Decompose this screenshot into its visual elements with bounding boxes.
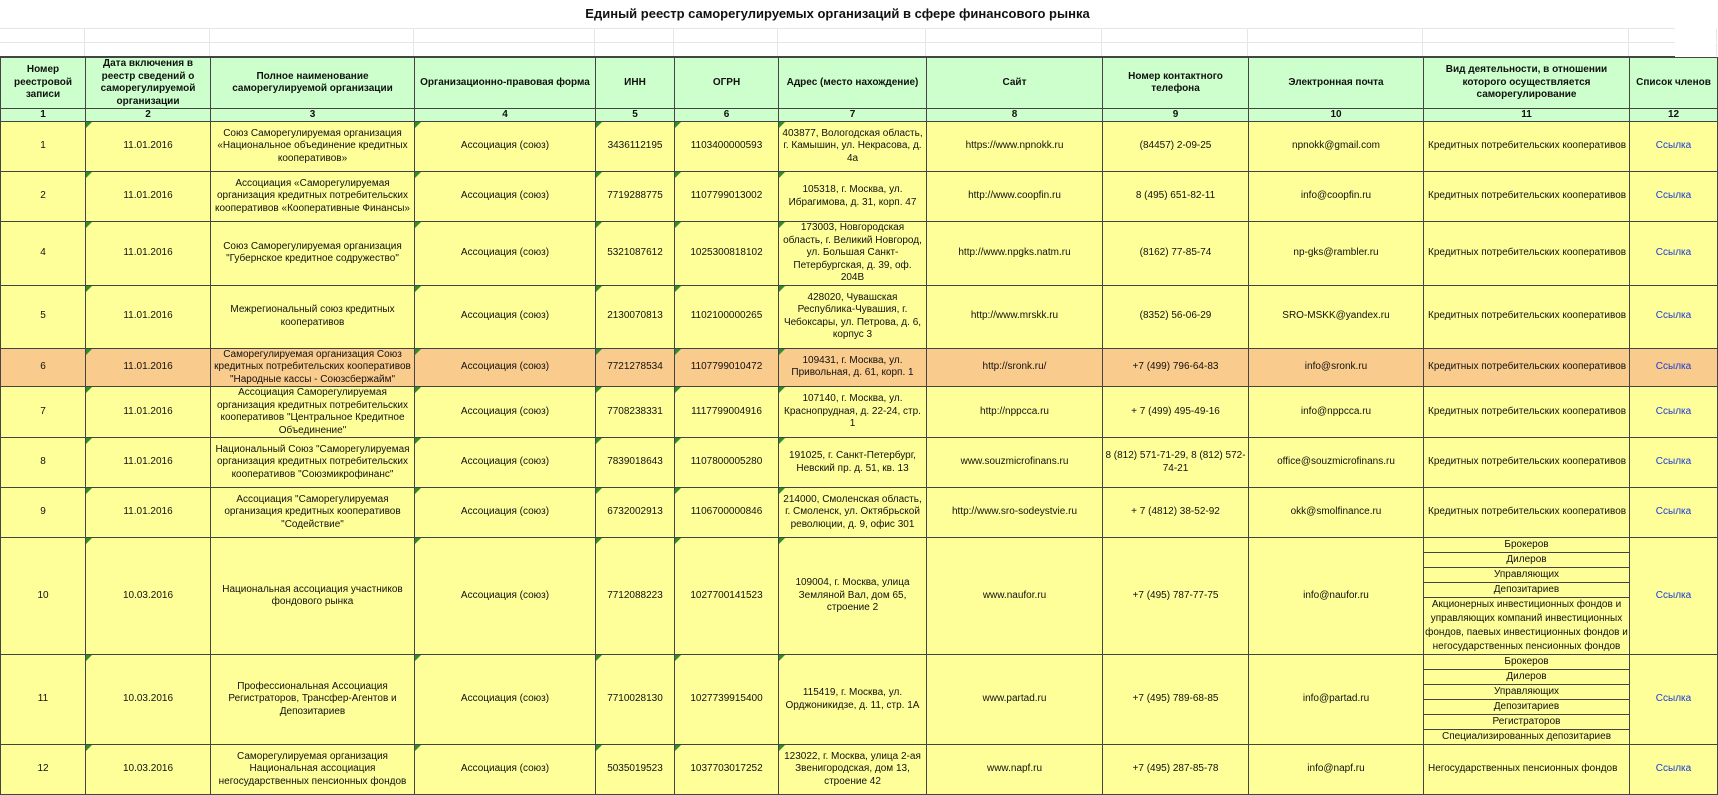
email-cell[interactable]: info@coopfin.ru <box>1249 172 1424 222</box>
legal-form[interactable]: Ассоциация (союз) <box>415 438 596 488</box>
email-cell[interactable]: SRO-MSKK@yandex.ru <box>1249 285 1424 348</box>
record-number[interactable]: 7 <box>1 387 86 438</box>
email-cell[interactable]: office@souzmicrofinans.ru <box>1249 438 1424 488</box>
ogrn-cell[interactable]: 1106700000846 <box>675 488 779 538</box>
phone-cell[interactable]: +7 (499) 796-64-83 <box>1103 348 1249 387</box>
activity-item: Дилеров <box>1424 670 1629 685</box>
members-list-link[interactable]: Ссылка <box>1655 589 1692 601</box>
legal-form[interactable]: Ассоциация (союз) <box>415 222 596 286</box>
email-cell[interactable]: info@nppcca.ru <box>1249 387 1424 438</box>
column-number[interactable]: 11 <box>1424 109 1630 122</box>
table-row <box>1 387 1718 438</box>
column-number[interactable]: 12 <box>1630 109 1718 122</box>
activity-cell[interactable]: Кредитных потребительских кооперативов <box>1424 172 1630 222</box>
table-row <box>1 222 1718 286</box>
ogrn-cell[interactable]: 1103400000593 <box>675 122 779 172</box>
address-cell[interactable]: 109431, г. Москва, ул. Привольная, д. 61, корп. 1 <box>779 348 927 387</box>
legal-form[interactable]: Ассоциация (союз) <box>415 387 596 438</box>
header-cell[interactable]: Полное наименование саморегулируемой организации <box>211 58 415 109</box>
members-list-link[interactable]: Ссылка <box>1655 763 1692 775</box>
address-cell[interactable]: 115419, г. Москва, ул. Орджоникидзе, д. 11, стр. 1А <box>779 655 927 745</box>
phone-cell[interactable]: +7 (495) 789-68-85 <box>1103 655 1249 745</box>
address-cell[interactable]: 173003, Новгородская область, г. Великий Новгород, ул. Большая Санкт-Петербургская, д. 39, оф. 204В <box>779 222 927 286</box>
members-list-cell <box>1630 172 1718 222</box>
record-number[interactable]: 8 <box>1 438 86 488</box>
activity-item: Дилеров <box>1424 553 1629 568</box>
record-number[interactable]: 11 <box>1 655 86 745</box>
organization-name[interactable]: Союз Саморегулируемая организация «Национальное объединение кредитных кооперативов» <box>211 122 415 172</box>
members-list-cell <box>1630 387 1718 438</box>
address-cell[interactable]: 191025, г. Санкт-Петербург, Невский пр. д. 51, кв. 13 <box>779 438 927 488</box>
organization-name[interactable]: Национальный Союз "Саморегулируемая организация кредитных потребительских кооперативов "Союзмикрофинанс" <box>211 438 415 488</box>
organization-name[interactable]: Союз Саморегулируемая организация "Губернское кредитное содружество" <box>211 222 415 286</box>
header-cell[interactable]: Вид деятельности, в отношении которого осуществляется саморегулирование <box>1424 58 1630 109</box>
phone-cell[interactable]: 8 (495) 651-82-11 <box>1103 172 1249 222</box>
site-cell[interactable]: https://www.npnokk.ru <box>927 122 1103 172</box>
blank-row[interactable] <box>0 29 1675 43</box>
inclusion-date[interactable]: 11.01.2016 <box>86 285 211 348</box>
site-cell[interactable]: http://sronk.ru/ <box>927 348 1103 387</box>
organization-name[interactable]: Саморегулируемая организация Национальная ассоциация негосударственных пенсионных фондов <box>211 745 415 795</box>
legal-form[interactable]: Ассоциация (союз) <box>415 538 596 655</box>
legal-form[interactable]: Ассоциация (союз) <box>415 172 596 222</box>
activity-cell[interactable]: Кредитных потребительских кооперативов <box>1424 438 1630 488</box>
site-cell[interactable]: http://www.npgks.natm.ru <box>927 222 1103 286</box>
ogrn-cell[interactable]: 1102100000265 <box>675 285 779 348</box>
column-number[interactable]: 9 <box>1103 109 1249 122</box>
ogrn-cell[interactable]: 1027739915400 <box>675 655 779 745</box>
activity-cell[interactable]: Негосударственных пенсионных фондов <box>1424 745 1630 795</box>
address-cell[interactable]: 403877, Вологодская область, г. Камышин, ул. Некрасова, д. 4а <box>779 122 927 172</box>
column-number-row <box>1 109 1718 122</box>
activity-cell[interactable]: Кредитных потребительских кооперативов <box>1424 488 1630 538</box>
table-row <box>1 488 1718 538</box>
organization-name[interactable]: Национальная ассоциация участников фондового рынка <box>211 538 415 655</box>
address-cell[interactable]: 105318, г. Москва, ул. Ибрагимова, д. 31, корп. 47 <box>779 172 927 222</box>
inn-cell[interactable]: 3436112195 <box>596 122 675 172</box>
ogrn-cell[interactable]: 1107799010472 <box>675 348 779 387</box>
column-number[interactable]: 1 <box>1 109 86 122</box>
ogrn-cell[interactable]: 1107800005280 <box>675 438 779 488</box>
site-cell[interactable]: http://www.mrskk.ru <box>927 285 1103 348</box>
record-number[interactable]: 5 <box>1 285 86 348</box>
record-number[interactable]: 12 <box>1 745 86 795</box>
inclusion-date[interactable]: 11.01.2016 <box>86 222 211 286</box>
record-number[interactable]: 9 <box>1 488 86 538</box>
members-list-link[interactable]: Ссылка <box>1655 310 1692 322</box>
table-row <box>1 745 1718 795</box>
address-cell[interactable]: 109004, г. Москва, улица Земляной Вал, дом 65, строение 2 <box>779 538 927 655</box>
table-row <box>1 438 1718 488</box>
members-list-cell <box>1630 655 1718 745</box>
registry-table <box>0 57 1718 795</box>
inclusion-date[interactable]: 11.01.2016 <box>86 438 211 488</box>
members-list-link[interactable]: Ссылка <box>1655 693 1692 705</box>
phone-cell[interactable]: +7 (495) 787-77-75 <box>1103 538 1249 655</box>
site-cell[interactable]: www.napf.ru <box>927 745 1103 795</box>
inn-cell[interactable]: 7708238331 <box>596 387 675 438</box>
members-list-link[interactable]: Ссылка <box>1655 247 1692 258</box>
ogrn-cell[interactable]: 1025300818102 <box>675 222 779 286</box>
members-list-cell <box>1630 438 1718 488</box>
header-cell[interactable]: Организационно-правовая форма <box>415 58 596 109</box>
header-cell[interactable]: Номер контактного телефона <box>1103 58 1249 109</box>
table-row <box>1 538 1718 655</box>
email-cell[interactable]: np-gks@rambler.ru <box>1249 222 1424 286</box>
site-cell[interactable]: http://www.sro-sodeystvie.ru <box>927 488 1103 538</box>
members-list-cell <box>1630 538 1718 655</box>
activity-item: Депозитариев <box>1424 583 1629 598</box>
column-number[interactable]: 3 <box>211 109 415 122</box>
activity-cell[interactable]: Кредитных потребительских кооперативов <box>1424 285 1630 348</box>
organization-name[interactable]: Саморегулируемая организация Союз кредитных потребительских кооперативов "Народные кассы - Союзсбержайм" <box>211 348 415 387</box>
record-number[interactable]: 2 <box>1 172 86 222</box>
legal-form[interactable]: Ассоциация (союз) <box>415 285 596 348</box>
ogrn-cell[interactable]: 1037703017252 <box>675 745 779 795</box>
activity-cell[interactable]: Кредитных потребительских кооперативов <box>1424 387 1630 438</box>
legal-form[interactable]: Ассоциация (союз) <box>415 745 596 795</box>
members-list-cell <box>1630 285 1718 348</box>
table-row <box>1 655 1718 745</box>
phone-cell[interactable]: (8352) 56-06-29 <box>1103 285 1249 348</box>
email-cell[interactable]: okk@smolfinance.ru <box>1249 488 1424 538</box>
inclusion-date[interactable]: 11.01.2016 <box>86 122 211 172</box>
members-list-cell <box>1630 488 1718 538</box>
column-number[interactable]: 4 <box>415 109 596 122</box>
organization-name[interactable]: Ассоциация «Саморегулируемая организация кредитных потребительских кооперативов «Кооперативные Финансы» <box>211 172 415 222</box>
inn-cell[interactable]: 5321087612 <box>596 222 675 286</box>
organization-name[interactable]: Профессиональная Ассоциация Регистраторов, Трансфер-Агентов и Депозитариев <box>211 655 415 745</box>
members-list-link[interactable]: Ссылка <box>1655 190 1692 202</box>
record-number[interactable]: 10 <box>1 538 86 655</box>
sheet-title: Единый реестр саморегулируемых организаций в сфере финансового рынка <box>0 0 1675 29</box>
column-number[interactable]: 7 <box>779 109 927 122</box>
site-cell[interactable]: www.partad.ru <box>927 655 1103 745</box>
activity-item: Брокеров <box>1424 538 1629 553</box>
record-number[interactable]: 4 <box>1 222 86 286</box>
inn-cell[interactable]: 5035019523 <box>596 745 675 795</box>
inclusion-date[interactable]: 11.01.2016 <box>86 172 211 222</box>
activity-item: Брокеров <box>1424 655 1629 670</box>
members-list-cell <box>1630 122 1718 172</box>
address-cell[interactable]: 107140, г. Москва, ул. Краснопрудная, д. 22-24, стр. 1 <box>779 387 927 438</box>
email-cell[interactable]: info@naufor.ru <box>1249 538 1424 655</box>
site-cell[interactable]: http://nppcca.ru <box>927 387 1103 438</box>
email-cell[interactable]: info@napf.ru <box>1249 745 1424 795</box>
phone-cell[interactable]: + 7 (4812) 38-52-92 <box>1103 488 1249 538</box>
activity-item: Управляющих <box>1424 685 1629 700</box>
organization-name[interactable]: Ассоциация "Саморегулируемая организация кредитных кооперативов "Содействие" <box>211 488 415 538</box>
column-number[interactable]: 6 <box>675 109 779 122</box>
phone-cell[interactable]: (84457) 2-09-25 <box>1103 122 1249 172</box>
members-list-cell <box>1630 222 1718 286</box>
activity-cell[interactable] <box>1424 655 1630 745</box>
activity-item: Акционерных инвестиционных фондов и управляющих компаний инвестиционных фондов, паевых инвестиционных фондов и негосударственных пенсионных фондов <box>1425 599 1628 652</box>
activity-cell[interactable]: Кредитных потребительских кооперативов <box>1424 348 1630 387</box>
activity-item: Управляющих <box>1424 568 1629 583</box>
activity-cell[interactable] <box>1424 538 1630 655</box>
legal-form[interactable]: Ассоциация (союз) <box>415 122 596 172</box>
header-cell[interactable]: Адрес (место нахождение) <box>779 58 927 109</box>
table-row <box>1 122 1718 172</box>
header-row <box>1 58 1718 109</box>
activity-cell[interactable]: Кредитных потребительских кооперативов <box>1424 222 1630 286</box>
inn-cell[interactable]: 7721278534 <box>596 348 675 387</box>
members-list-link[interactable]: Ссылка <box>1655 361 1692 372</box>
phone-cell[interactable]: 8 (812) 571-71-29, 8 (812) 572-74-21 <box>1103 438 1249 488</box>
email-cell[interactable]: info@sronk.ru <box>1249 348 1424 387</box>
header-cell[interactable]: Список членов <box>1630 58 1718 109</box>
inclusion-date[interactable]: 10.03.2016 <box>86 538 211 655</box>
organization-name[interactable]: Межрегиональный союз кредитных кооперативов <box>211 285 415 348</box>
record-number[interactable]: 1 <box>1 122 86 172</box>
header-cell[interactable]: ОГРН <box>675 58 779 109</box>
legal-form[interactable]: Ассоциация (союз) <box>415 488 596 538</box>
table-row <box>1 348 1718 387</box>
address-cell[interactable]: 428020, Чувашская Республика-Чувашия, г. Чебоксары, ул. Петрова, д. 6, корпус 3 <box>779 285 927 348</box>
column-number[interactable]: 5 <box>596 109 675 122</box>
site-cell[interactable]: http://www.coopfin.ru <box>927 172 1103 222</box>
legal-form[interactable]: Ассоциация (союз) <box>415 655 596 745</box>
inn-cell[interactable]: 2130070813 <box>596 285 675 348</box>
members-list-link[interactable]: Ссылка <box>1655 456 1692 468</box>
header-cell[interactable]: Сайт <box>927 58 1103 109</box>
activity-item: Регистраторов <box>1424 715 1629 730</box>
site-cell[interactable]: www.souzmicrofinans.ru <box>927 438 1103 488</box>
column-number[interactable]: 8 <box>927 109 1103 122</box>
members-list-link[interactable]: Ссылка <box>1655 140 1692 152</box>
inn-cell[interactable]: 7719288775 <box>596 172 675 222</box>
header-cell[interactable]: Номер реестровой записи <box>1 58 86 109</box>
members-list-cell <box>1630 348 1718 387</box>
inclusion-date[interactable]: 11.01.2016 <box>86 387 211 438</box>
address-cell[interactable]: 123022, г. Москва, улица 2-ая Звенигородская, дом 13, строение 42 <box>779 745 927 795</box>
members-list-link[interactable]: Ссылка <box>1655 405 1692 417</box>
column-number[interactable]: 2 <box>86 109 211 122</box>
address-cell[interactable]: 214000, Смоленская область, г. Смоленск, ул. Октябрьской революции, д. 9, офис 301 <box>779 488 927 538</box>
inn-cell[interactable]: 7712088223 <box>596 538 675 655</box>
ogrn-cell[interactable]: 1027700141523 <box>675 538 779 655</box>
header-cell[interactable]: Электронная почта <box>1249 58 1424 109</box>
header-cell[interactable]: Дата включения в реестр сведений о саморегулируемой организации <box>86 58 211 109</box>
activity-item: Специализированных депозитариев <box>1441 731 1612 742</box>
inclusion-date[interactable]: 10.03.2016 <box>86 745 211 795</box>
inclusion-date[interactable]: 11.01.2016 <box>86 488 211 538</box>
table-row <box>1 172 1718 222</box>
ogrn-cell[interactable]: 1117799004916 <box>675 387 779 438</box>
blank-row[interactable] <box>0 43 1675 57</box>
inn-cell[interactable]: 7839018643 <box>596 438 675 488</box>
record-number[interactable]: 6 <box>1 348 86 387</box>
table-body <box>1 122 1718 795</box>
email-cell[interactable]: npnokk@gmail.com <box>1249 122 1424 172</box>
email-cell[interactable]: info@partad.ru <box>1249 655 1424 745</box>
inclusion-date[interactable]: 10.03.2016 <box>86 655 211 745</box>
inn-cell[interactable]: 7710028130 <box>596 655 675 745</box>
inclusion-date[interactable]: 11.01.2016 <box>86 348 211 387</box>
phone-cell[interactable]: + 7 (499) 495-49-16 <box>1103 387 1249 438</box>
ogrn-cell[interactable]: 1107799013002 <box>675 172 779 222</box>
table-row <box>1 285 1718 348</box>
activity-item: Депозитариев <box>1424 700 1629 715</box>
organization-name[interactable]: Ассоциация Саморегулируемая организация кредитных потребительских кооперативов "Центральное Кредитное Объединение" <box>211 387 415 438</box>
phone-cell[interactable]: +7 (495) 287-85-78 <box>1103 745 1249 795</box>
activity-cell[interactable]: Кредитных потребительских кооперативов <box>1424 122 1630 172</box>
column-number[interactable]: 10 <box>1249 109 1424 122</box>
inn-cell[interactable]: 6732002913 <box>596 488 675 538</box>
site-cell[interactable]: www.naufor.ru <box>927 538 1103 655</box>
members-list-cell <box>1630 745 1718 795</box>
header-cell[interactable]: ИНН <box>596 58 675 109</box>
phone-cell[interactable]: (8162) 77-85-74 <box>1103 222 1249 286</box>
legal-form[interactable]: Ассоциация (союз) <box>415 348 596 387</box>
members-list-link[interactable]: Ссылка <box>1655 506 1692 518</box>
